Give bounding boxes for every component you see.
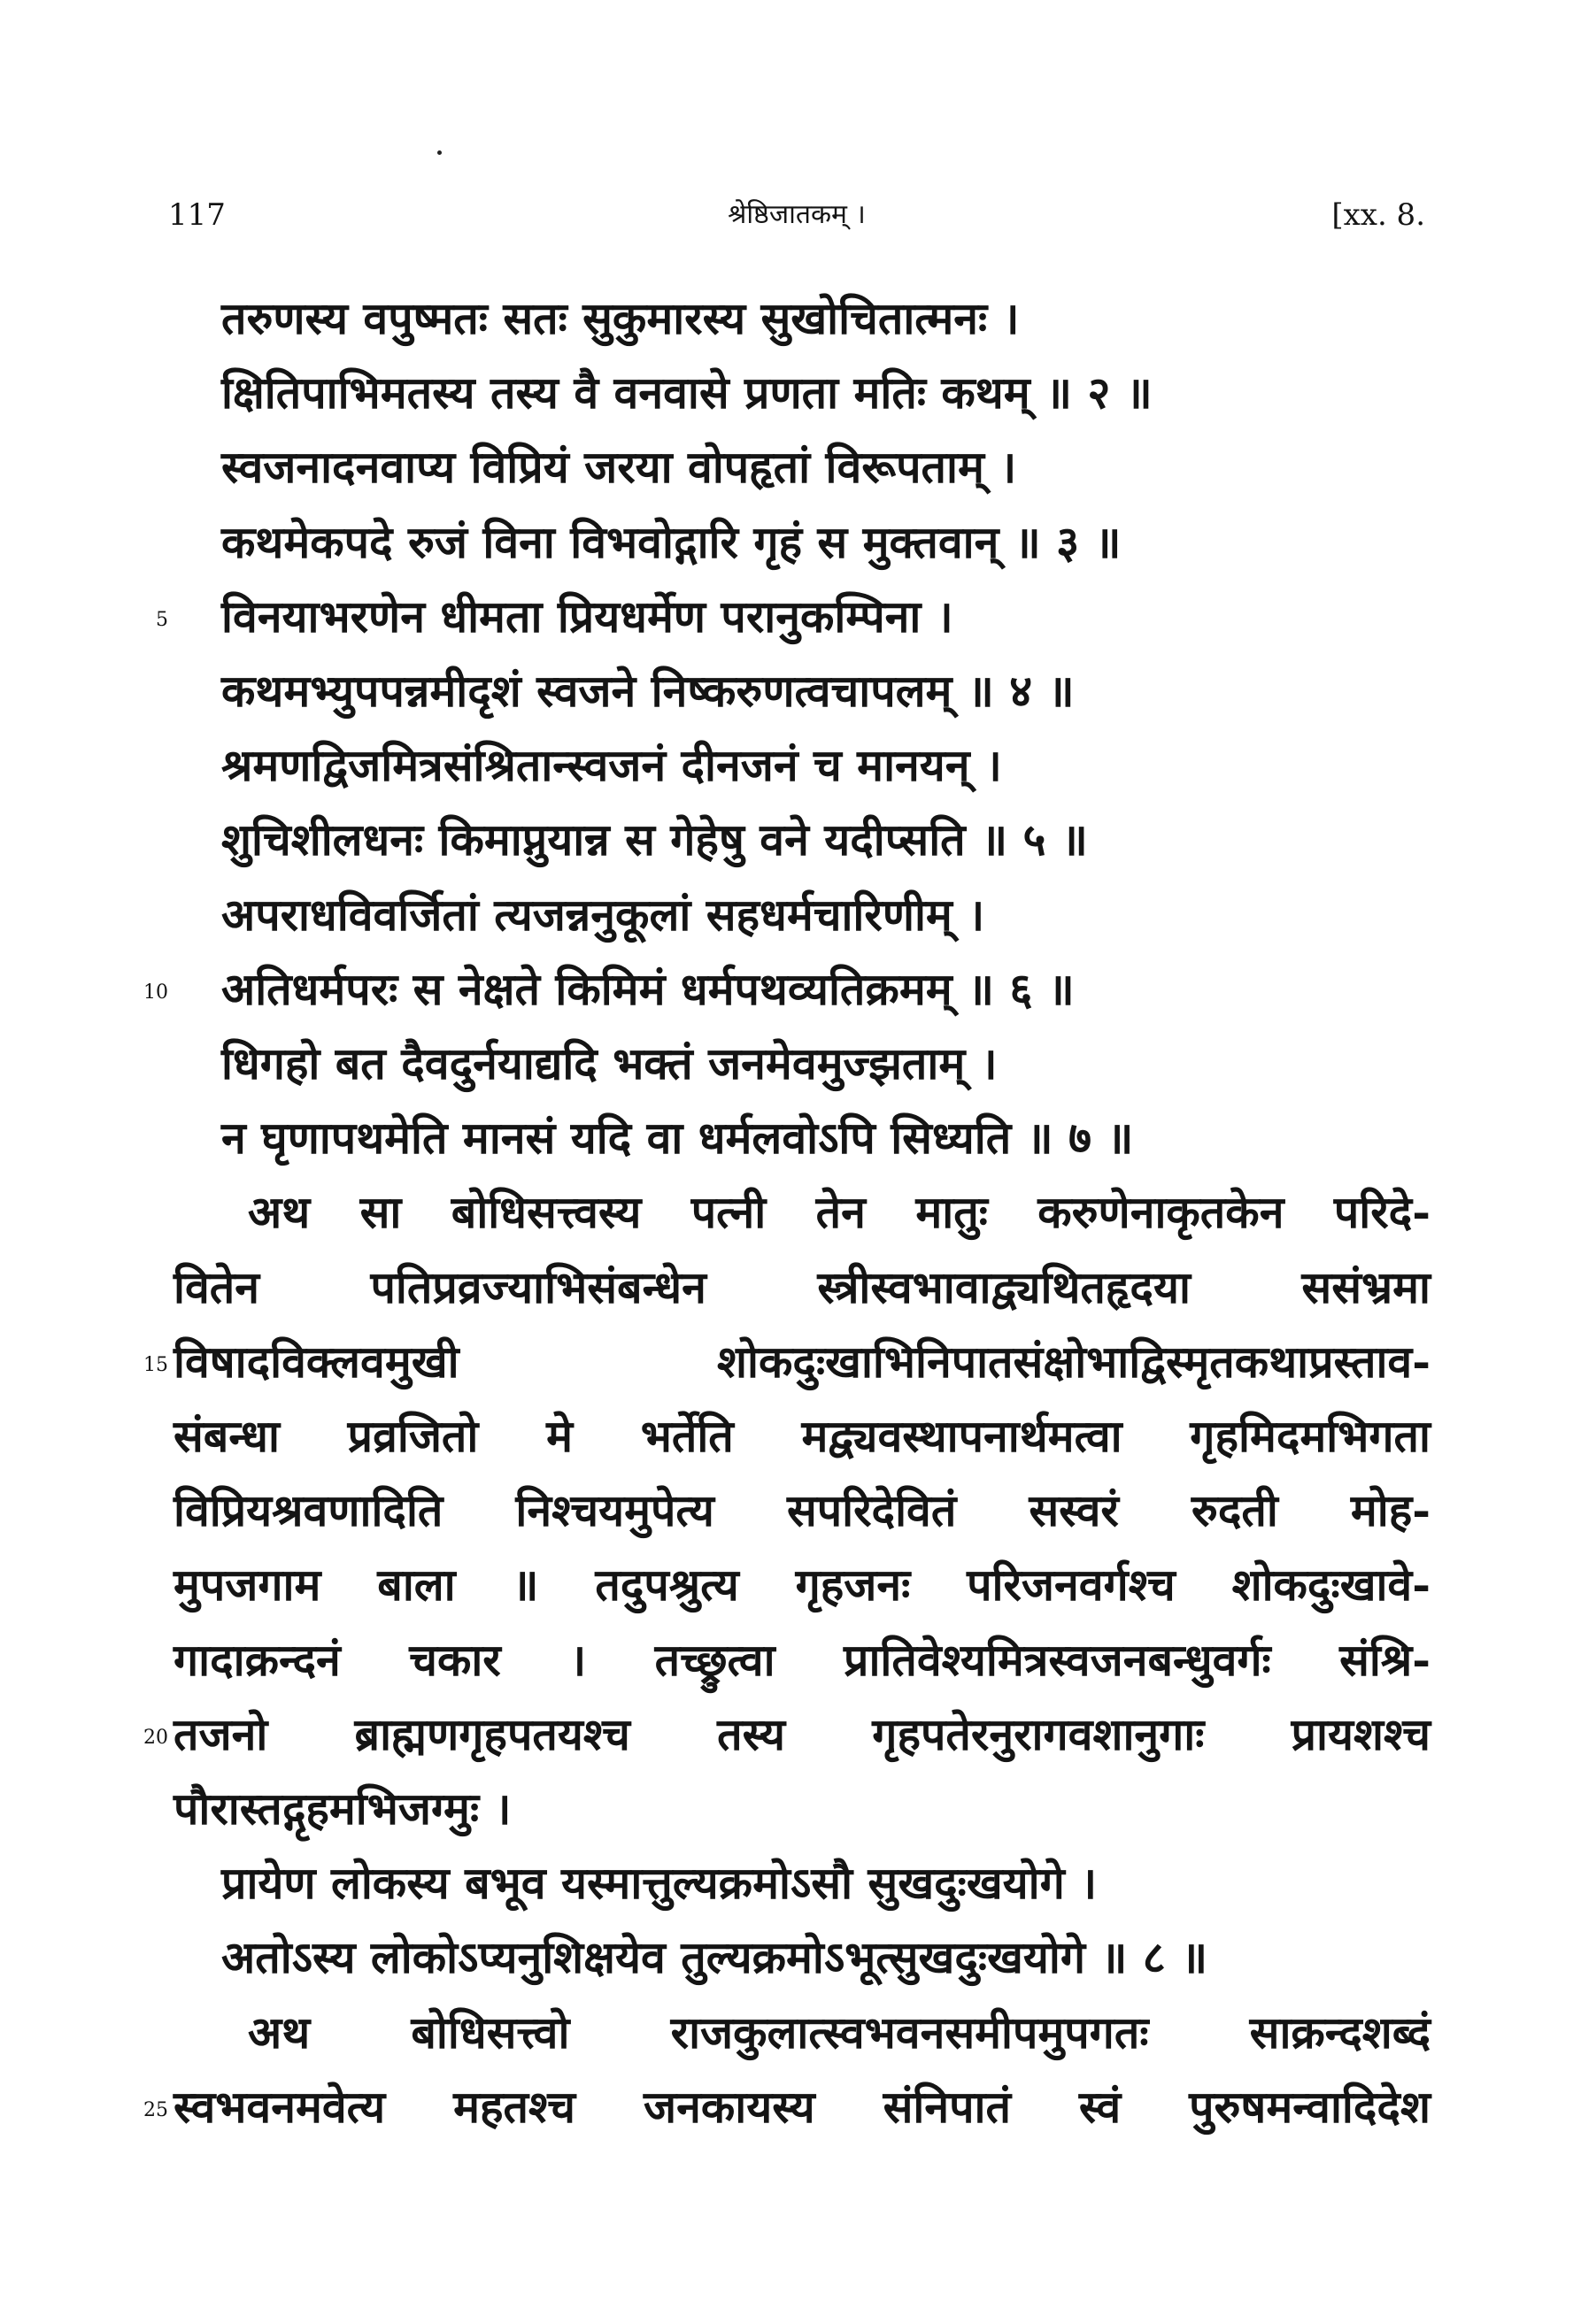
text-line: अथ सा बोधिसत्त्वस्य पत्नी तेन मातुः करुणेनाकृतकेन परिदे- — [248, 1186, 1431, 1238]
text-line: क्षितिपाभिमतस्य तस्य वै वनवासे प्रणता मतिः कथम् ॥ २ ॥ — [221, 366, 1153, 419]
text-line: अथ बोधिसत्त्वो राजकुलात्स्वभवनसमीपमुपगतः साक्रन्दशब्दं — [248, 2006, 1431, 2059]
text-line: प्रायेण लोकस्य बभूव यस्मात्तुल्यक्रमोऽसौ सुखदुःखयोगे । — [221, 1857, 1098, 1909]
text-line: विषादविक्लवमुखी शोकदुःखाभिनिपातसंक्षोभाद्विस्मृतकथाप्रस्ताव- — [174, 1335, 1431, 1388]
text-line: शुचिशीलधनः किमाप्नुयान्न स गेहेषु वने यदीप्सति ॥ ५ ॥ — [221, 813, 1088, 866]
text-line: पौरास्तद्गृहमभिजग्मुः । — [174, 1782, 512, 1835]
text-line: धिगहो बत दैवदुर्नयाद्यदि भक्तं जनमेवमुज्झताम् । — [221, 1037, 998, 1089]
text-line: गादाक्रन्दनं चकार । तच्छ्रुत्वा प्रातिवेश्यमित्रस्वजनबन्धुवर्गः संश्रि- — [174, 1634, 1431, 1686]
text-line: वितेन पतिप्रव्रज्याभिसंबन्धेन स्त्रीस्वभावाद्व्यथितहृदया ससंभ्रमा — [174, 1261, 1431, 1313]
text-line: स्वजनादनवाप्य विप्रियं जरया वोपहृतां विरूपताम् । — [221, 441, 1017, 493]
page-header — [168, 193, 1425, 237]
text-line: संबन्धा प्रव्रजितो मे भर्तेति मद्व्यवस्थापनार्थमत्वा गृहमिदमभिगता — [174, 1410, 1431, 1462]
line-number: 5 — [156, 609, 168, 631]
section-reference: [xx. 8. — [1331, 197, 1425, 233]
print-speck — [437, 150, 442, 155]
running-title: श्रेष्ठिजातकम् । — [728, 199, 866, 230]
text-line: कथमेकपदे रुजं विना विभवोद्गारि गृहं स मुक्तवान् ॥ ३ ॥ — [221, 516, 1122, 568]
text-line: श्रमणद्विजमित्रसंश्रितान्स्वजनं दीनजनं च मानयन् । — [221, 739, 1002, 791]
text-line: विनयाभरणेन धीमता प्रियधर्मेण परानुकम्पिना । — [221, 590, 953, 643]
text-line: अतोऽस्य लोकोऽप्यनुशिक्षयेव तुल्यक्रमोऽभूत्सुखदुःखयोगे ॥ ८ ॥ — [221, 1931, 1208, 1983]
text-line: तजनो ब्राह्मणगृहपतयश्च तस्य गृहपतेरनुरागवशानुगाः प्रायशश्च — [174, 1708, 1431, 1760]
line-number: 25 — [143, 2099, 168, 2121]
line-number: 20 — [143, 1727, 168, 1749]
text-line: विप्रियश्रवणादिति निश्चयमुपेत्य सपरिदेवितं सस्वरं रुदती मोह- — [174, 1484, 1431, 1536]
text-line: मुपजगाम बाला ॥ तदुपश्रुत्य गृहजनः परिजनवर्गश्च शोकदुःखावे- — [174, 1558, 1431, 1611]
text-line: तरुणस्य वपुष्मतः सतः सुकुमारस्य सुखोचितात्मनः । — [221, 292, 1020, 344]
line-number: 15 — [143, 1354, 168, 1376]
text-line: स्वभवनमवेत्य महतश्च जनकायस्य संनिपातं स्वं पुरुषमन्वादिदेश — [174, 2081, 1431, 2133]
text-line: अपराधविवर्जितां त्यजन्ननुकूलां सहधर्मचारिणीम् । — [221, 889, 985, 941]
text-line: न घृणापथमेति मानसं यदि वा धर्मलवोऽपि सिध्यति ॥ ७ ॥ — [221, 1112, 1134, 1164]
line-number: 10 — [143, 981, 168, 1004]
text-line: अतिधर्मपरः स नेक्षते किमिमं धर्मपथव्यतिक्रमम् ॥ ६ ॥ — [221, 963, 1075, 1015]
text-line: कथमभ्युपपन्नमीदृशं स्वजने निष्करुणत्वचापलम् ॥ ४ ॥ — [221, 665, 1075, 717]
page-number: 117 — [168, 197, 226, 233]
